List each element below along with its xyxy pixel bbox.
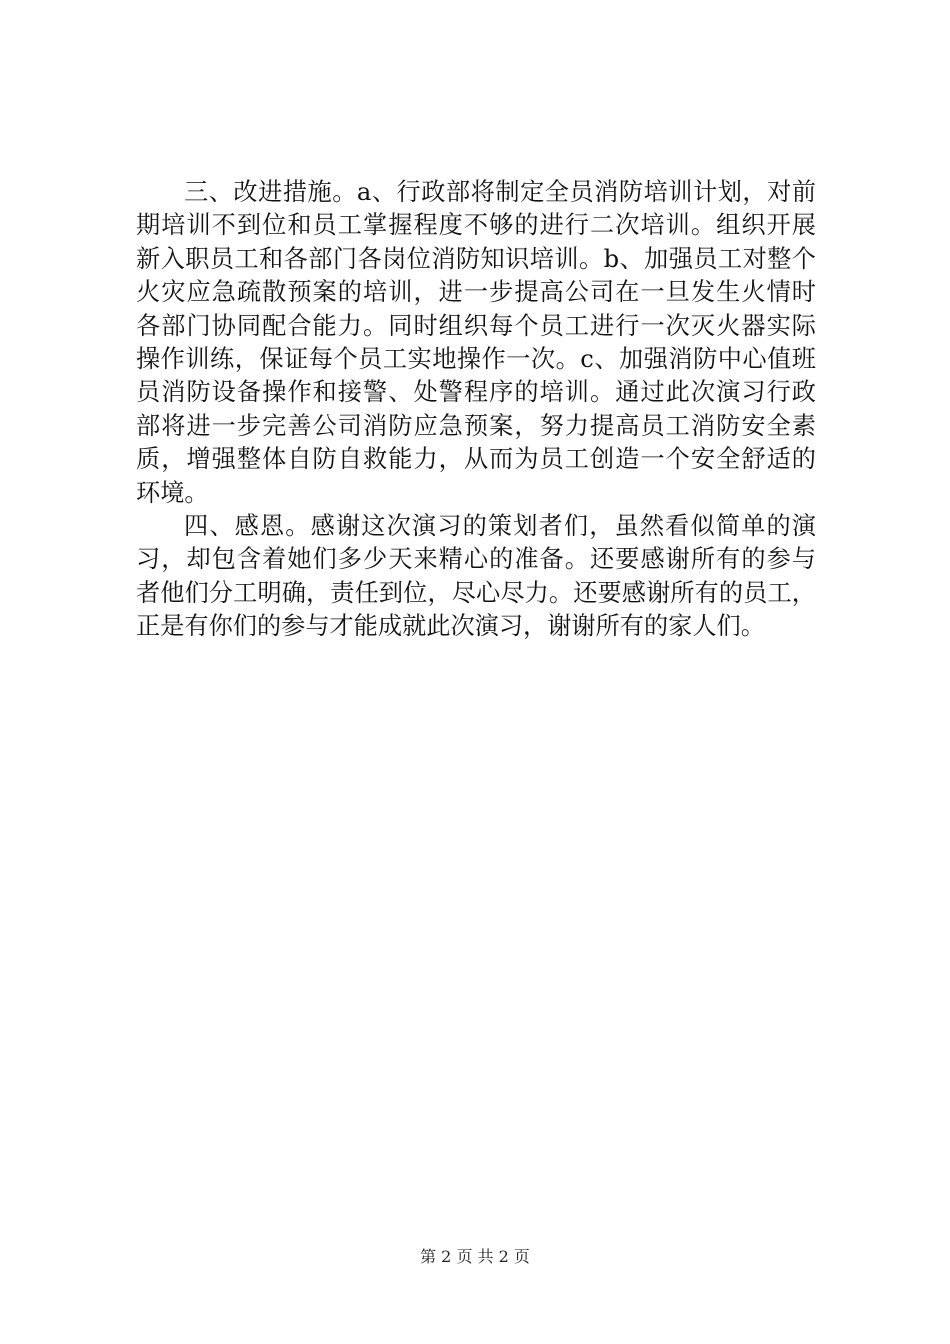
text-line: 质，增强整体自防自救能力，从而为员工创造一个安全舒适的 [136, 445, 816, 474]
text-line: 者他们分工明确，责任到位，尽心尽力。还要感谢所有的员工， [136, 578, 816, 607]
text-line: 正是有你们的参与才能成就此次演习，谢谢所有的家人们。 [136, 612, 765, 641]
text-line: 部将进一步完善公司消防应急预案，努力提高员工消防安全素 [136, 411, 816, 440]
text-line: 操作训练，保证每个员工实地操作一次。c、加强消防中心值班 [136, 344, 816, 373]
text-line: 期培训不到位和员工掌握程度不够的进行二次培训。组织开展 [136, 211, 816, 240]
text-line: 四、感恩。感谢这次演习的策划者们，虽然看似简单的演 [184, 511, 816, 540]
page-number-label: 第 2 页 共 2 页 [420, 1247, 530, 1266]
text-line: 习，却包含着她们多少天来精心的准备。还要感谢所有的参与 [136, 545, 816, 574]
text-line: 新入职员工和各部门各岗位消防知识培训。b、加强员工对整个 [136, 244, 816, 273]
text-line: 火灾应急疏散预案的培训，进一步提高公司在一旦发生火情时 [136, 278, 816, 307]
text-line: 三、改进措施。a、行政部将制定全员消防培训计划，对前 [184, 178, 816, 206]
text-line: 各部门协同配合能力。同时组织每个员工进行一次灭火器实际 [136, 311, 816, 340]
paragraph-improvements [136, 176, 816, 510]
text-line: 员消防设备操作和接警、处警程序的培训。通过此次演习行政 [136, 378, 816, 407]
page-footer [0, 1244, 950, 1267]
text-line: 环境。 [136, 478, 209, 507]
paragraph-gratitude [136, 510, 816, 644]
document-body [136, 176, 816, 643]
